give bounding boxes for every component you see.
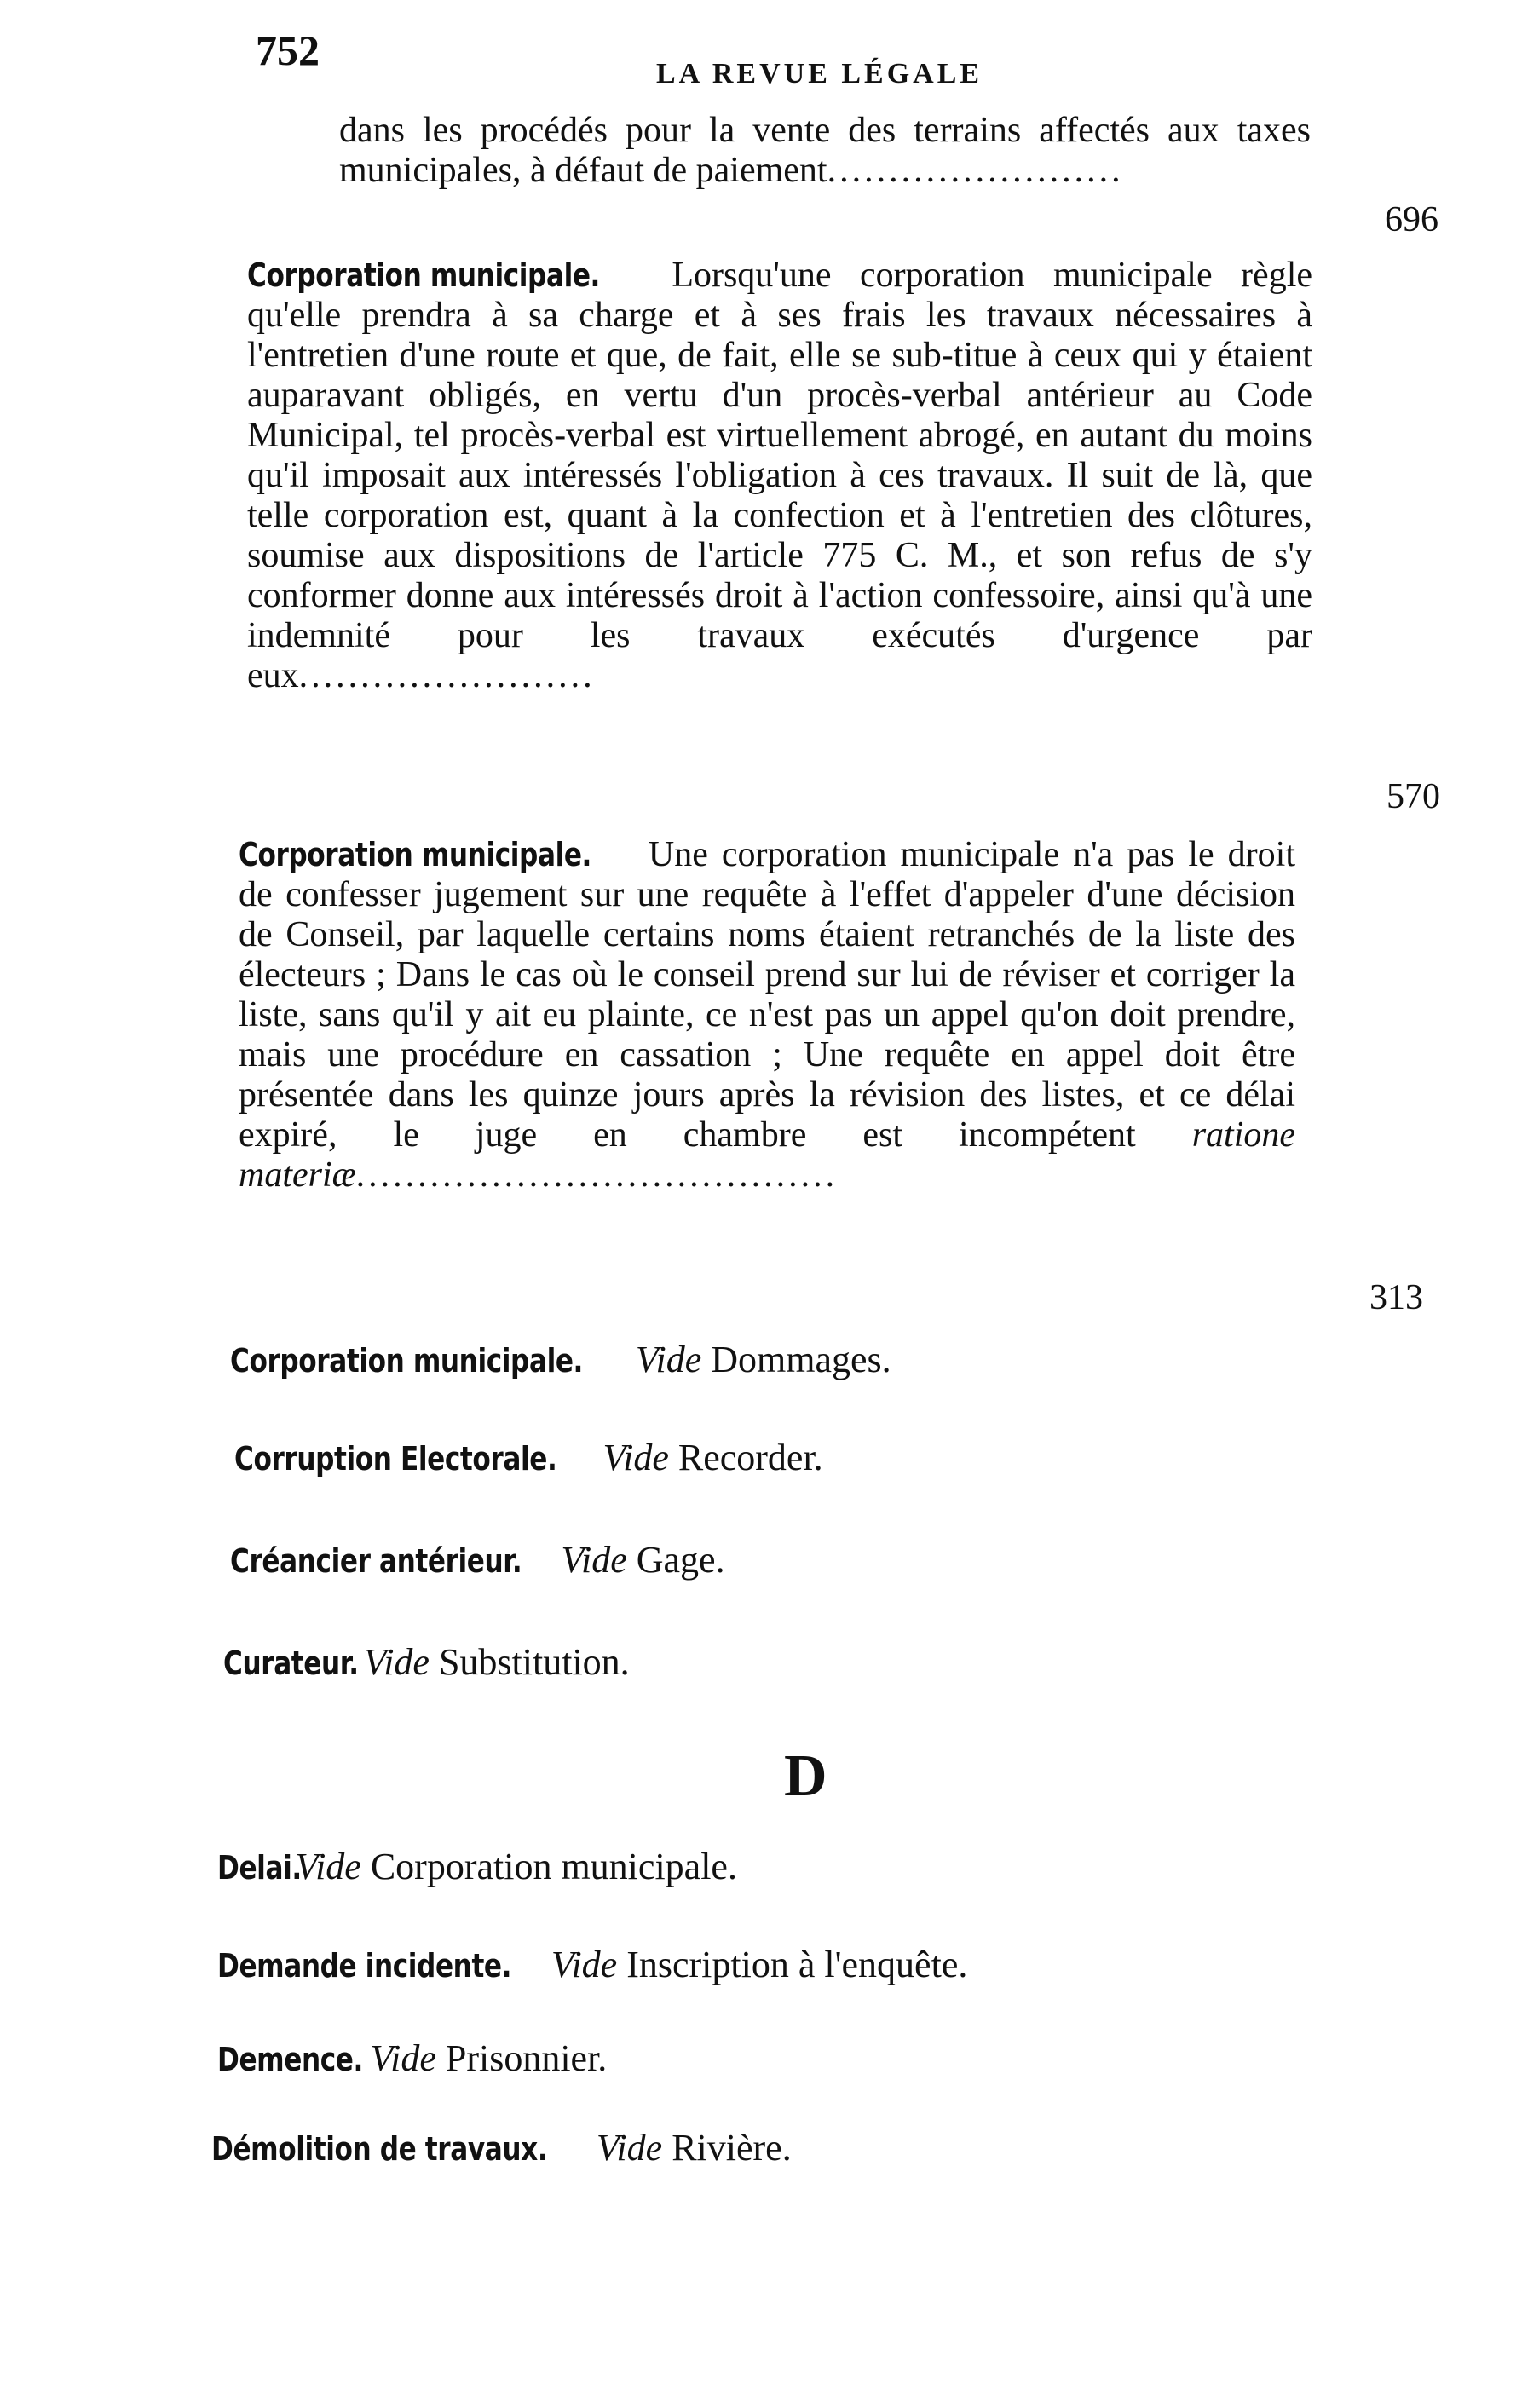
cross-reference: Corporation municipale. (370, 1846, 737, 1887)
cross-reference: Substitution. (438, 1641, 630, 1683)
entry-term: Corporation municipale. (239, 836, 591, 873)
entry-term: Curateur. (223, 1645, 359, 1682)
vide-label: Vide (363, 1641, 430, 1683)
short-entry (230, 1538, 725, 1581)
cross-reference: Dommages. (711, 1339, 891, 1380)
continued-entry-text: dans les procédés pour la vente des terrains affectés aux taxes municipales, à défaut de paiement (339, 111, 1311, 190)
cross-reference: Inscription à l'enquête. (626, 1944, 968, 1985)
vide-label: Vide (596, 2127, 663, 2169)
vide-label: Vide (602, 1437, 669, 1478)
entry-term: Demande incidente. (217, 1947, 512, 1985)
entry-term: Corporation municipale. (230, 1342, 583, 1380)
index-entry: Corporation municipale. Lorsqu'une corporation municipale règle qu'elle prendra à sa charge et à ses frais les travaux nécessaires à l'entretien d'une route et que, de fait, elle se sub-titue à ceux qui y étaient auparavant obligés, en vertu d'un procès-verbal antérieur au Code Municipal, tel procès-verbal est virtuellement abrogé, en autant du moins qu'il imposait aux intéressés l'obligation à ces travaux. Il suit de là, que telle corporation est, quant à la confection et à l'entretien des clôtures, soumise aux dispositions de l'article 775 C. M., et son refus de s'y conformer donne aux intéressés droit à l'action confessoire, ainsi qu'à une indemnité pour les travaux exécutés d'urgence par eux........................ 570 (247, 256, 1440, 816)
short-entry (223, 1640, 630, 1684)
short-entry (234, 1436, 823, 1479)
entry-term: Corporation municipale. (247, 256, 600, 294)
entry-term: Créancier antérieur. (230, 1542, 522, 1580)
page-ref: 696 (1385, 200, 1438, 239)
vide-label: Vide (551, 1944, 618, 1985)
index-entry: Corporation municipale. Une corporation municipale n'a pas le droit de confesser jugement sur une requête à l'effet d'appeler d'une décision de Conseil, par laquelle certains noms étaient retranchés de la liste des électeurs ; Dans le cas où le conseil prend sur lui de réviser et corriger la liste, sans qu'il y ait eu plainte, ce n'est pas un appel qu'on doit prendre, mais une procédure en cassation ; Une requête en appel doit être présentée dans les quinze jours après la révision des listes, et ce délai expiré, le juge en chambre est incompétent ratione materiæ....................................... 313 (239, 835, 1423, 1317)
cross-reference: Prisonnier. (445, 2037, 608, 2079)
short-entry (217, 1845, 737, 1888)
section-letter: D (784, 1743, 826, 1809)
page-header (256, 26, 1440, 102)
vide-label: Vide (561, 1539, 627, 1581)
cross-reference: Recorder. (677, 1437, 823, 1478)
page-ref: 313 (1369, 1278, 1423, 1317)
page-number: 752 (256, 26, 320, 74)
entry-term: Delai. (217, 1849, 302, 1887)
entry-text: Lorsqu'une corporation municipale règle qu'elle prendra à sa charge et à ses frais les travaux nécessaires à l'entretien d'une route et que, de fait, elle se sub-titue à ceux qui y étaient auparavant obligés, en vertu d'un procès-verbal antérieur au Code Municipal, tel procès-verbal est virtuellement abrogé, en autant du moins qu'il imposait aux intéressés l'obligation à ces travaux. Il suit de là, que telle corporation est, quant à la confection et à l'entretien des clôtures, soumise aux dispositions de l'article 775 C. M., et son refus de s'y conformer donne aux intéressés droit à l'action confessoire, ainsi qu'à une indemnité pour les travaux exécutés d'urgence par eux (247, 256, 1312, 695)
entry-text: Une corporation municipale n'a pas le droit de confesser jugement sur une requête à l'effet d'appeler d'une décision de Conseil, par laquelle certains noms étaient retranchés de la liste des électeurs ; Dans le cas où le conseil prend sur lui de réviser et corriger la liste, sans qu'il y ait eu plainte, ce n'est pas un appel qu'on doit prendre, mais une procédure en cassation ; Une requête en appel doit être présentée dans les quinze jours après la révision des listes, et ce délai expiré, le juge en chambre est incompétent (239, 835, 1296, 1155)
short-entry (211, 2126, 792, 2169)
entry-term: Démolition de travaux. (211, 2130, 548, 2168)
entry-latin: ratione materiæ (239, 1115, 1296, 1195)
short-entry (217, 2036, 607, 2080)
cross-reference: Rivière. (672, 2127, 792, 2169)
entry-term: Demence. (217, 2041, 363, 2078)
short-entry (230, 1338, 891, 1381)
entry-term: Corruption Electorale. (234, 1440, 557, 1478)
vide-label: Vide (635, 1339, 702, 1380)
vide-label: Vide (295, 1846, 361, 1887)
running-title: LA REVUE LÉGALE (656, 58, 983, 89)
short-entry (217, 1943, 967, 1986)
vide-label: Vide (370, 2037, 436, 2079)
cross-reference: Gage. (636, 1539, 725, 1581)
continued-entry: dans les procédés pour la vente des terrains affectés aux taxes municipales, à défaut de paiement........................ 696 (339, 111, 1438, 239)
page-ref: 570 (1387, 777, 1440, 816)
